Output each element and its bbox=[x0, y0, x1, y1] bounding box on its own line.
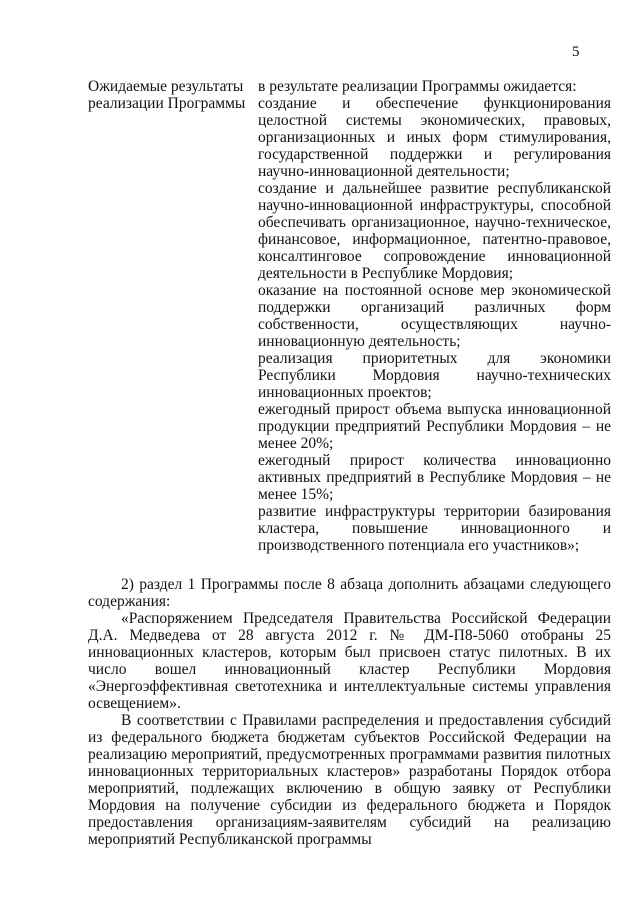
page-number: 5 bbox=[572, 44, 580, 60]
result-item: развитие инфраструктуры территории базирования кластера, повышение инновационного и производственного потенциала его участников»; bbox=[258, 503, 611, 554]
results-intro: в результате реализации Программы ожидается: bbox=[258, 78, 577, 95]
body-text bbox=[88, 576, 611, 848]
result-item: создание и обеспечение функционирования целостной системы экономических, правовых, организационных и иных форм стимулирования, государственной поддержки и регулирования научно-инновационной деятельности; bbox=[258, 95, 611, 180]
amendment-paragraph: 2) раздел 1 Программы после 8 абзаца дополнить абзацами следующего содержания: bbox=[88, 576, 611, 610]
passport-row-label bbox=[88, 78, 248, 112]
body-paragraph: В соответствии с Правилами распределения и предоставления субсидий из федерального бюджета бюджетам субъектов Российской Федерации на реализацию мероприятий, предусмотренных программами развития пилотных инновационных территориальных кластеров» разработаны Порядок отбора мероприятий, подлежащих включению в общую заявку от Республики Мордовия на получение субсидии из федерального бюджета и Порядок предоставления организациям-заявителям субсидий на реализацию мероприятий Республиканской программы bbox=[88, 712, 611, 848]
result-item: ежегодный прирост количества инновационно активных предприятий в Республике Мордовия – не менее 15%; bbox=[258, 452, 611, 503]
label-line: реализации Программы bbox=[88, 95, 246, 112]
result-item: создание и дальнейшее развитие республиканской научно-инновационной инфраструктуры, способной обеспечивать организационное, научно-техническое, финансовое, информационное, патентно-правовое, консалтинговое сопровождение инновационной деятельности в Республике Мордовия; bbox=[258, 180, 611, 282]
expected-results-list bbox=[258, 78, 611, 554]
body-paragraph: «Распоряжением Председателя Правительства Российской Федерации Д.А. Медведева от 28 августа 2012 г. № ДМ-П8-5060 отобраны 25 инновационных кластеров, которым был присвоен статус пилотных. В их число вошел инновационный кластер Республики Мордовия «Энергоэффективная светотехника и интеллектуальные системы управления освещением». bbox=[88, 610, 611, 712]
label-line: Ожидаемые результаты bbox=[88, 78, 244, 95]
result-item: оказание на постоянной основе мер экономической поддержки организаций различных форм собственности, осуществляющих научно-инновационную деятельность; bbox=[258, 282, 611, 350]
result-item: ежегодный прирост объема выпуска инновационной продукции предприятий Республики Мордовия – не менее 20%; bbox=[258, 401, 611, 452]
result-item: реализация приоритетных для экономики Республики Мордовия научно-технических инновационных проектов; bbox=[258, 350, 611, 401]
